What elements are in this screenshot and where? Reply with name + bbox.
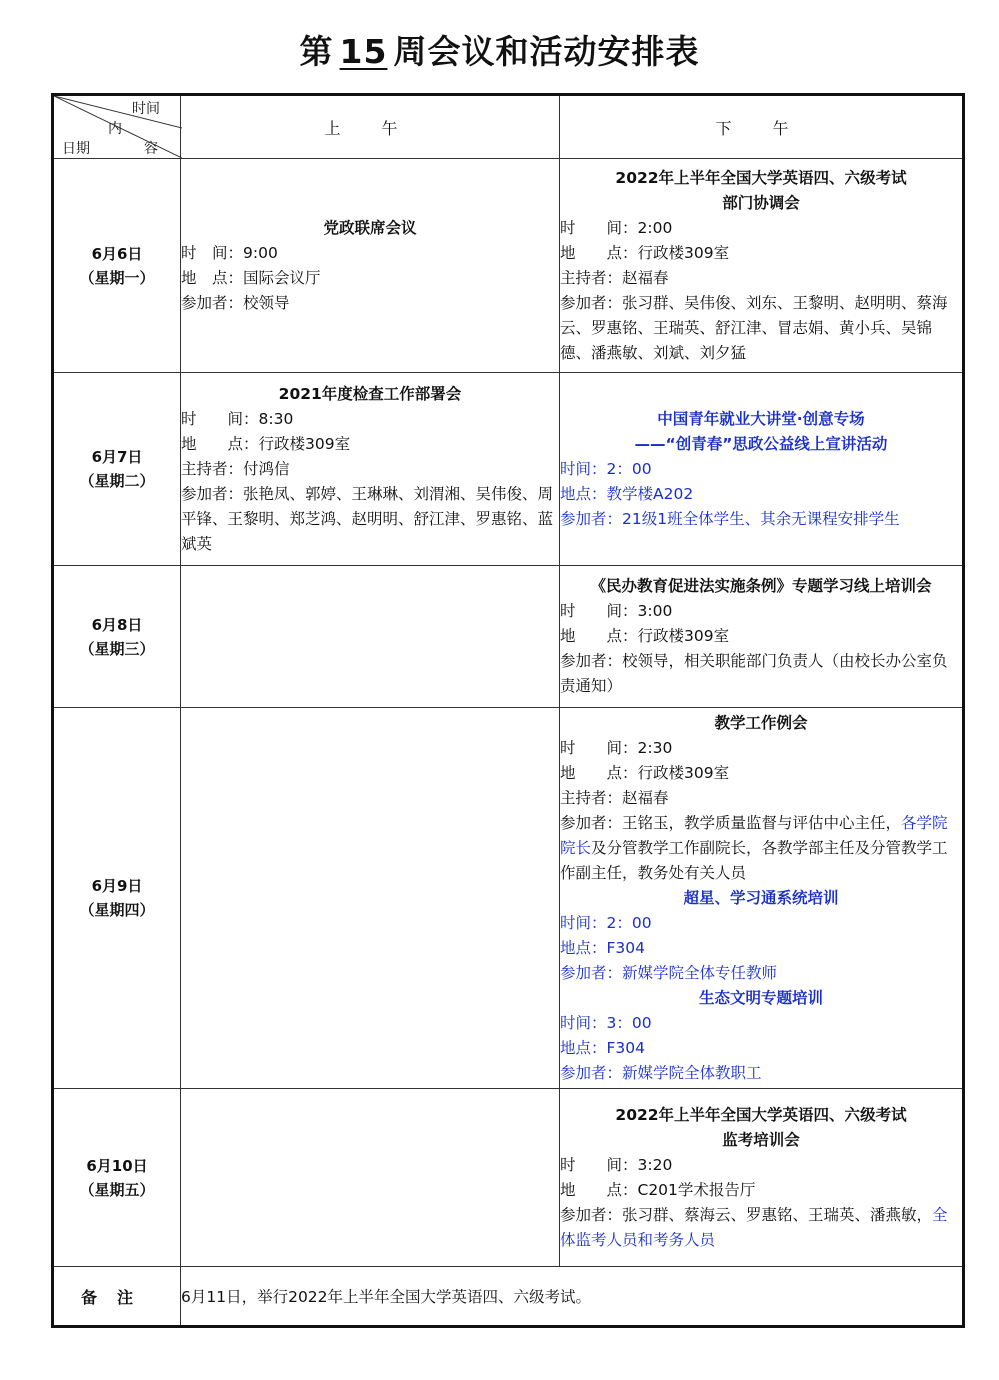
event-location: 地点：教学楼A202 (560, 484, 694, 503)
header-am: 上 午 (181, 95, 560, 159)
event-time: 时 间：3:00 (560, 602, 673, 620)
event2-time: 时间：2：00 (560, 913, 652, 932)
am-cell (181, 373, 560, 566)
header-content-label: 内 (108, 121, 122, 137)
event-time: 时 间：9:00 (181, 243, 278, 262)
date-cell (53, 1089, 181, 1267)
event-participants: 参加者：校领导 (181, 293, 290, 312)
pm-cell (560, 1089, 964, 1267)
event-time: 时 间：8:30 (181, 409, 294, 428)
note-text: 6月11日，举行2022年上半年全国大学英语四、六级考试。 (181, 1267, 964, 1327)
event-participants: 参加者：校领导，相关职能部门负责人（由校长办公室负责通知） (560, 652, 948, 695)
pm-cell (560, 708, 964, 1089)
event-location: 地 点：行政楼309室 (560, 243, 730, 262)
event-location: 地 点：行政楼309室 (560, 763, 730, 782)
date-label: 6月9日 (91, 877, 143, 895)
date-label: 6月6日 (91, 244, 143, 263)
row-jun9 (53, 708, 964, 1089)
event-location: 地 点：国际会议厅 (181, 268, 321, 287)
header-row (53, 95, 964, 159)
page-title (0, 26, 999, 73)
header-time-label: 时间 (132, 101, 160, 117)
event-title: 《民办教育促进法实施条例》专题学习线上培训会 (590, 577, 932, 595)
event3-location: 地点：F304 (560, 1038, 646, 1057)
event-location: 地 点：C201学术报告厅 (560, 1180, 756, 1199)
event-title: 党政联席会议 (323, 218, 417, 237)
event-title: 2022年上半年全国大学英语四、六级考试 (615, 168, 907, 187)
header-date-label: 日期 (62, 141, 90, 157)
date-cell (53, 159, 181, 373)
row-jun10 (53, 1089, 964, 1267)
event-location: 地 点：行政楼309室 (560, 627, 730, 645)
schedule-table (51, 93, 965, 1328)
date-cell (53, 373, 181, 566)
weekday-label: （星期五） (79, 1180, 155, 1199)
weekday-label: （星期三） (79, 639, 155, 658)
date-label: 6月10日 (86, 1156, 148, 1175)
date-cell (53, 566, 181, 708)
event-title-line2: 监考培训会 (722, 1130, 800, 1149)
participants-highlight: 各学院院长 (560, 813, 948, 857)
event-title: 2022年上半年全国大学英语四、六级考试 (615, 1105, 907, 1124)
event3-time: 时间：3：00 (560, 1013, 652, 1032)
event2-location: 地点：F304 (560, 938, 646, 957)
row-jun7 (53, 373, 964, 566)
weekday-label: （星期四） (79, 901, 155, 919)
date-label: 6月8日 (91, 615, 143, 634)
event-host: 主持者：付鸿信 (181, 459, 290, 478)
event-title-3: 生态文明专题培训 (698, 988, 823, 1007)
event-participants: 参加者：王铭玉，教学质量监督与评估中心主任，各学院院长及分管教学工作副院长，各教学部主任及分管教学工作副主任，教务处有关人员 (560, 813, 948, 882)
am-cell-empty (181, 566, 560, 708)
row-jun8 (53, 566, 964, 708)
row-jun6 (53, 159, 964, 373)
event-title: 中国青年就业大讲堂·创意专场 (657, 409, 865, 428)
event-time: 时间：2：00 (560, 459, 652, 478)
header-pm: 下 午 (560, 95, 964, 159)
title-suffix: 周会议和活动安排表 (393, 32, 700, 71)
pm-cell (560, 566, 964, 708)
pm-cell (560, 373, 964, 566)
note-label: 备注 (53, 1267, 181, 1327)
weekday-label: （星期二） (79, 472, 155, 490)
event2-participants: 参加者：新媒学院全体专任教师 (560, 963, 778, 982)
am-cell-empty (181, 708, 560, 1089)
event-host: 主持者：赵福春 (560, 268, 669, 287)
diagonal-header-cell (53, 95, 181, 159)
event-time: 时 间：2:00 (560, 218, 673, 237)
event-participants: 参加者：21级1班全体学生、其余无课程安排学生 (560, 509, 900, 528)
week-number: 15 (339, 32, 388, 71)
pm-cell (560, 159, 964, 373)
event-time: 时 间：2:30 (560, 738, 673, 757)
note-row (53, 1267, 964, 1327)
event-subtitle: ——“创青春”思政公益线上宣讲活动 (634, 434, 888, 453)
event-title-line2: 部门协调会 (722, 193, 800, 212)
am-cell-empty (181, 1089, 560, 1267)
weekday-label: （星期一） (79, 268, 155, 287)
event-title-2: 超星、学习通系统培训 (683, 888, 839, 907)
event3-participants: 参加者：新媒学院全体教职工 (560, 1063, 762, 1082)
event-location: 地 点：行政楼309室 (181, 434, 351, 453)
participants-highlight: 全体监考人员和考务人员 (560, 1205, 948, 1249)
event-participants: 参加者：张习群、蔡海云、罗惠铭、王瑞英、潘燕敏，全体监考人员和考务人员 (560, 1205, 948, 1249)
event-title: 教学工作例会 (714, 713, 808, 732)
event-participants: 参加者：张艳凤、郭婷、王琳琳、刘渭湘、吴伟俊、周平锋、王黎明、郑芝鸿、赵明明、舒江津、罗惠铭、蓝斌英 (181, 484, 554, 553)
event-title: 2021年度检查工作部署会 (278, 384, 462, 403)
event-host: 主持者：赵福春 (560, 788, 669, 807)
title-prefix: 第 (299, 32, 334, 71)
date-cell (53, 708, 181, 1089)
date-label: 6月7日 (91, 448, 143, 466)
event-time: 时 间：3:20 (560, 1155, 673, 1174)
header-rong-label: 容 (144, 141, 158, 157)
event-participants: 参加者：张习群、吴伟俊、刘东、王黎明、赵明明、蔡海云、罗惠铭、王瑞英、舒江津、冒志娟、黄小兵、吴锦德、潘燕敏、刘斌、刘夕猛 (560, 293, 948, 362)
am-cell (181, 159, 560, 373)
